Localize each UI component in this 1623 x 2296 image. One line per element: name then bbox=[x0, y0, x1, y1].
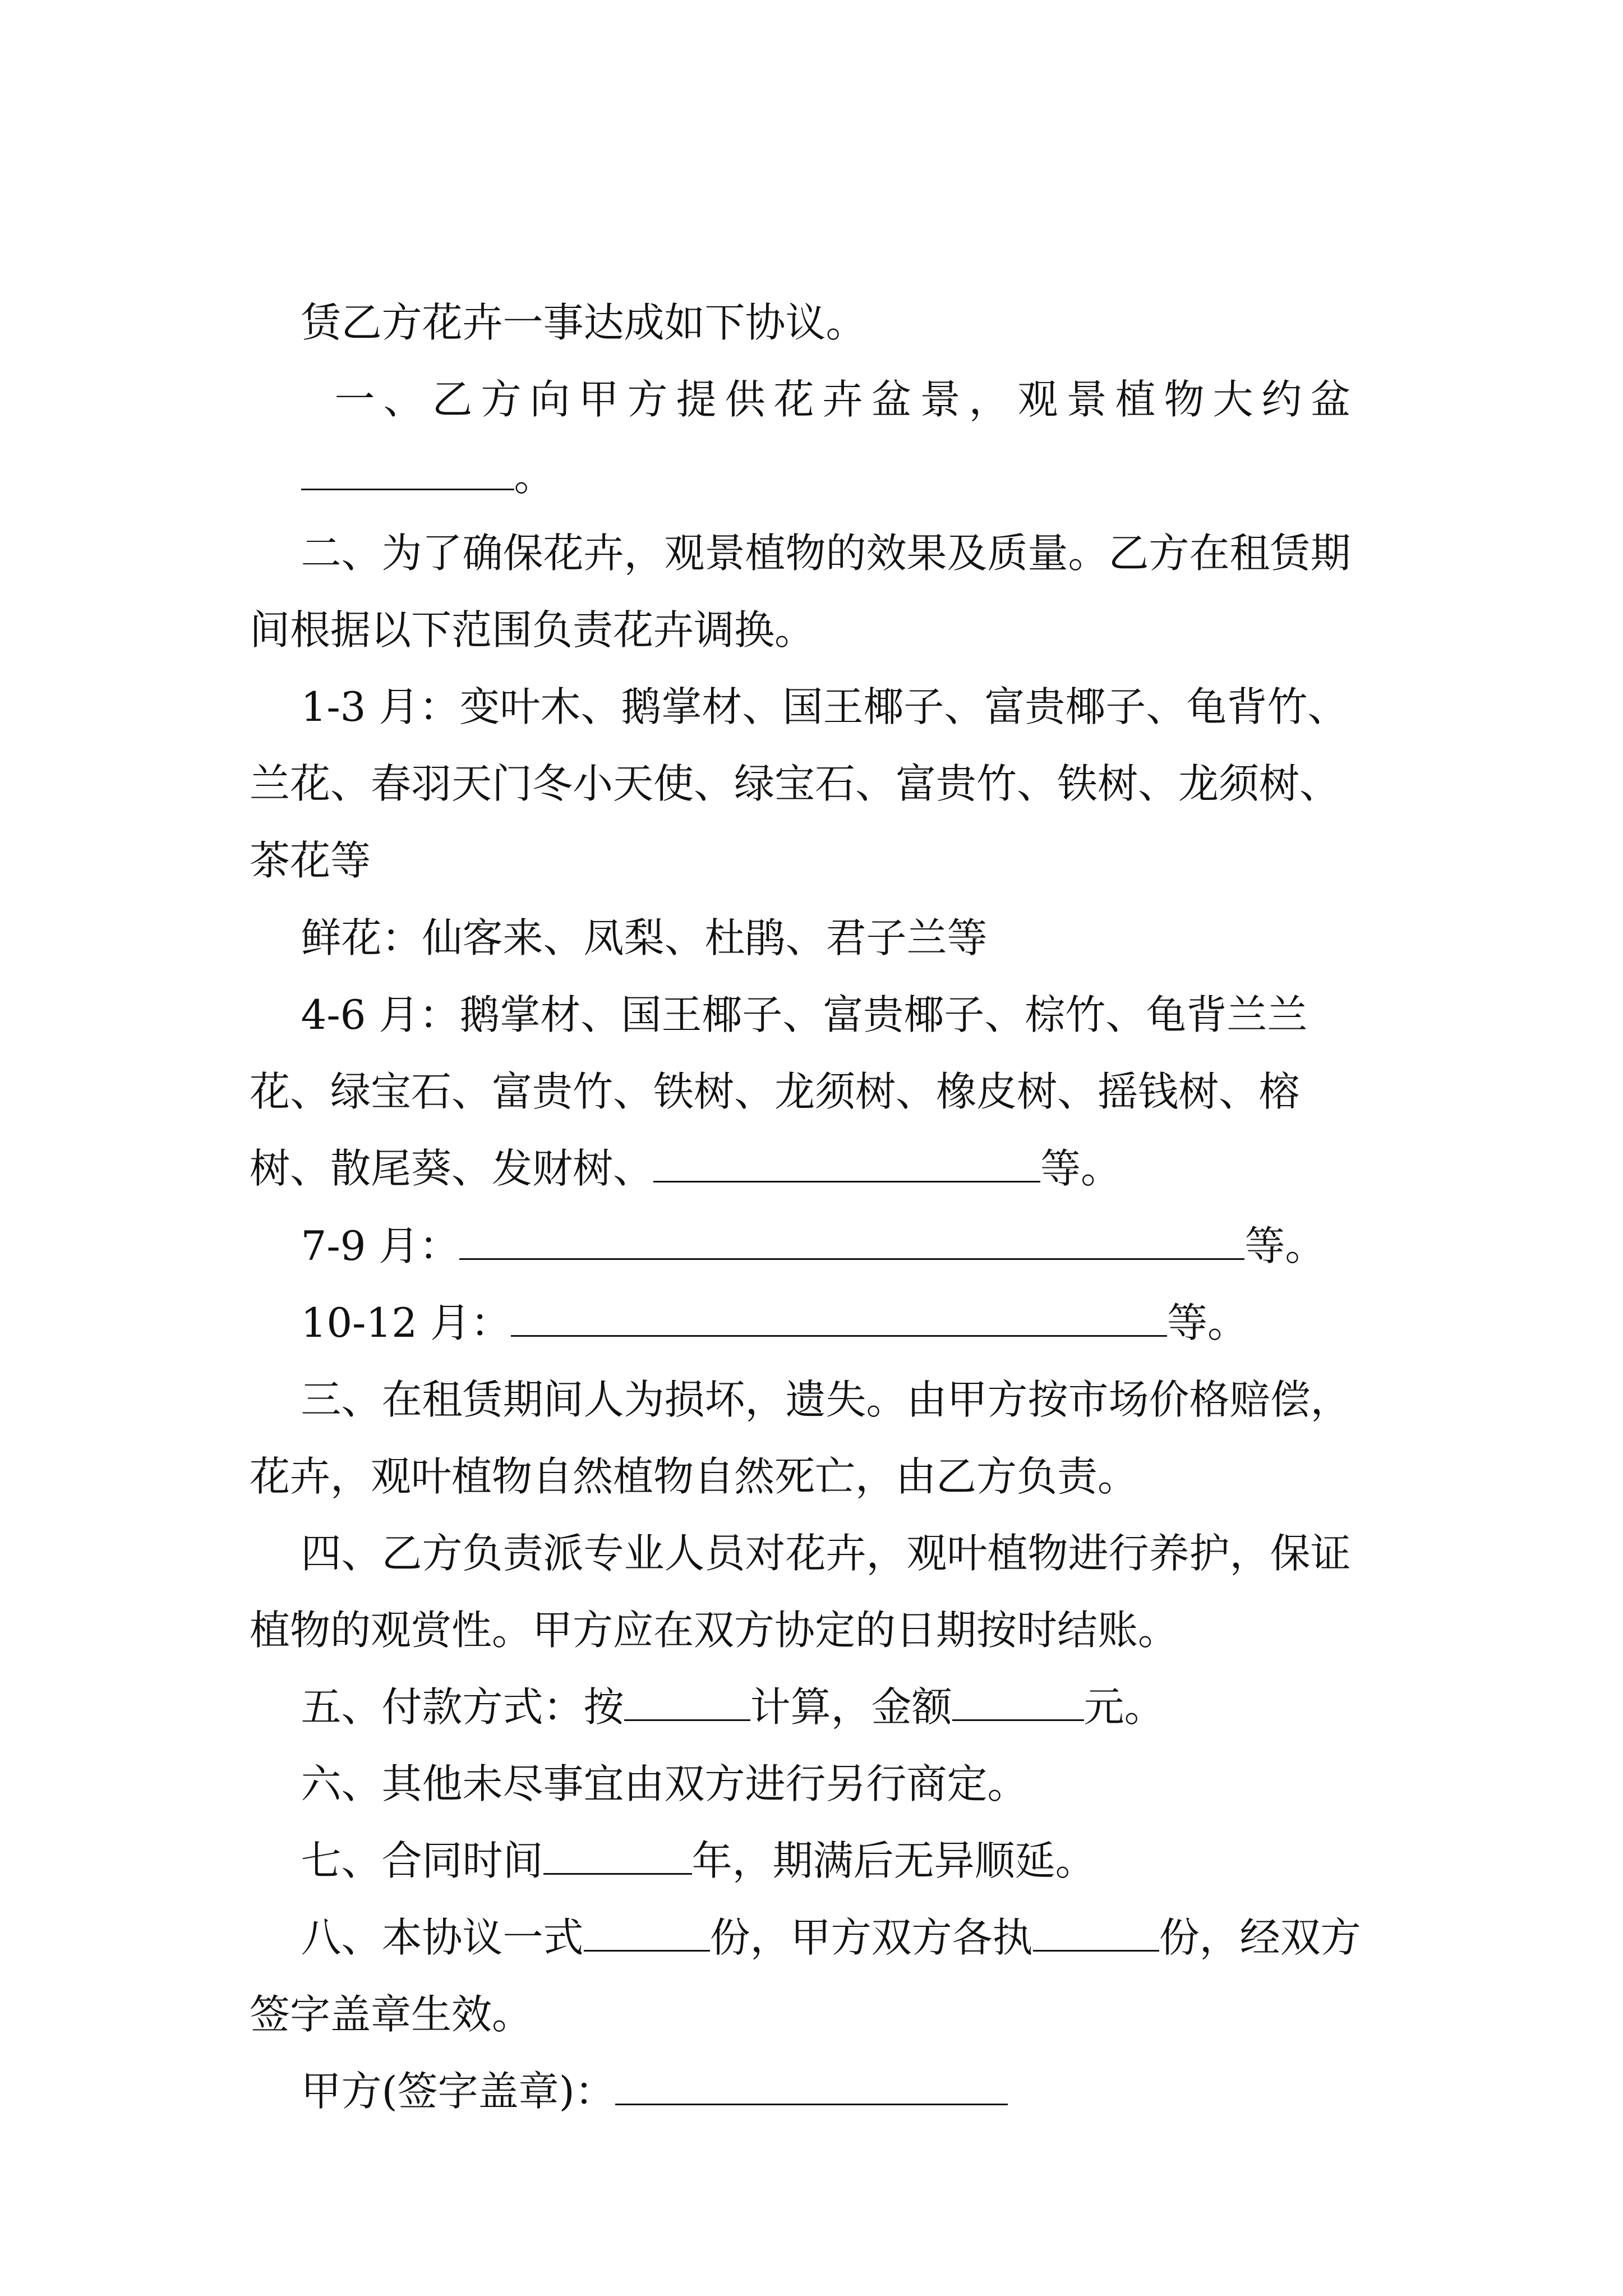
paragraph-text: 三、在租赁期间人为损坏，遗失。由甲方按市场价格赔偿，花卉，观叶植物自然植物自然死亡，由乙方负责。 bbox=[250, 1376, 1351, 1500]
paragraph-text: 鲜花：仙客来、凤梨、杜鹃、君子兰等 bbox=[301, 914, 988, 961]
paragraph-text: 份，经双方签字盖章生效。 bbox=[250, 1914, 1361, 2038]
paragraph-text: 4-6 月：鹅掌材、国王椰子、富贵椰子、棕竹、龟背兰兰花、绿宝石、富贵竹、铁树、龙须树、橡皮树、摇钱树、榕树、散尾葵、发财树、 bbox=[250, 991, 1308, 1192]
fill-in-blank[interactable] bbox=[584, 1949, 710, 1952]
paragraph-text: 七、合同时间 bbox=[301, 1837, 543, 1884]
paragraph-text: 等。 bbox=[1040, 1145, 1122, 1192]
paragraph-text: 份，甲方双方各执 bbox=[709, 1914, 1033, 1961]
paragraph-text: 甲方(签字盖章)： bbox=[301, 2068, 615, 2115]
paragraph-text: 元。 bbox=[1083, 1683, 1165, 1731]
paragraph-text: 7-9 月： bbox=[301, 1222, 460, 1269]
paragraph-text: 一、乙方向甲方提供花卉盆景，观景植物大约盆 bbox=[334, 376, 1359, 423]
paragraph-text: 等。 bbox=[1244, 1222, 1326, 1269]
paragraph-text: 赁乙方花卉一事达成如下协议。 bbox=[301, 299, 866, 346]
paragraph-text: 。 bbox=[514, 453, 555, 500]
paragraph-text: 计算，金额 bbox=[750, 1683, 952, 1731]
signature-blank[interactable] bbox=[615, 2103, 1008, 2105]
paragraph-text: 四、乙方负责派专业人员对花卉，观叶植物进行养护，保证植物的观赏性。甲方应在双方协定的日期按时结账。 bbox=[250, 1530, 1351, 1654]
paragraph-text: 六、其他未尽事宜由双方进行另行商定。 bbox=[301, 1760, 1028, 1807]
paragraph-text: 年，期满后无异顺延。 bbox=[691, 1837, 1096, 1884]
fill-in-blank[interactable] bbox=[1033, 1949, 1159, 1952]
paragraph-text: 10-12 月： bbox=[301, 1299, 511, 1346]
paragraph-text: 等。 bbox=[1167, 1299, 1248, 1346]
party-a-signature bbox=[250, 1976, 1371, 2207]
paragraph-text: 八、本协议一式 bbox=[301, 1914, 584, 1961]
paragraph-text: 二、为了确保花卉，观景植物的效果及质量。乙方在租赁期间根据以下范围负责花卉调换。 bbox=[250, 530, 1351, 654]
paragraph-text: 1-3 月：变叶木、鹅掌材、国王椰子、富贵椰子、龟背竹、兰花、春羽天门冬小天使、绿宝石、富贵竹、铁树、龙须树、茶花等 bbox=[250, 683, 1348, 884]
paragraph-text: 五、付款方式：按 bbox=[301, 1683, 624, 1731]
